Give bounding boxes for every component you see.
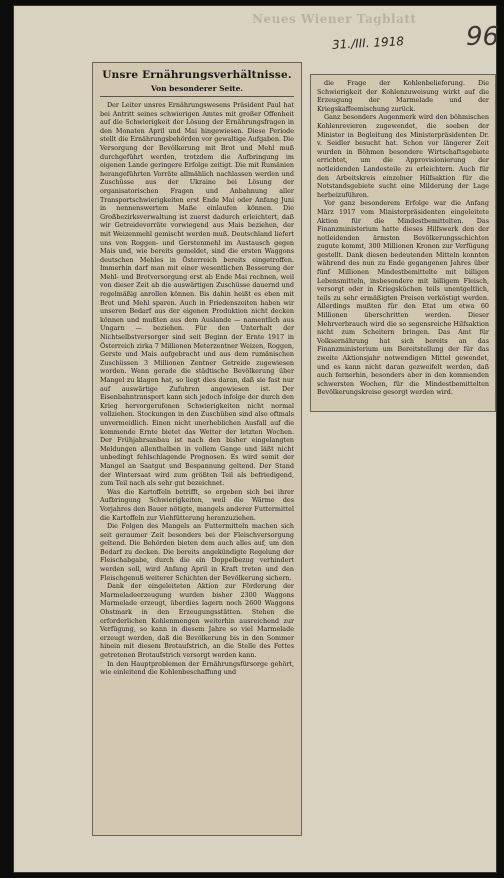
- article-paragraph: Der Leiter unsres Ernährungswesens Präsident Paul hat bei Antritt seines schwierigen Amtes mit großer Offenheit auf die Schwierigkeit der Lösung der Ernährungsfragen in den Monaten April und Mai hingewiesen. Diese Periode stellt die Ernährungsbehörden vor gewaltige Aufgaben. Die Versorgung der Bevölkerung mit Brot und Mehl muß durchgeführt werden, trotzdem die Aufbringung im eigenen Lande geringere Erfolge zeitigt. Die mit Rumänien herangeführten Vorräte allmählich nachlassen werden und Zuschüsse aus der Ukraine bei Lösung der organisatorischen Fragen und Anbahnung aller Transportschwierigkeiten erst Ende Mai oder Anfang Juni in nennenswertem Maße einlaufen können. Die Großbezirksverwaltung ist zuerst dadurch erleichtert, daß wir Getreidevorräte vorwiegend aus Mais beziehen, der mit Weizenmehl gemischt werden muß. Deutschland liefert uns von Roggen- und Gerstenmehl im Austausch gegen Mais und, wie bereits gemeldet, sind die ersten Waggons deutschen Mehles in Österreich bereits eingetroffen. Immerhin darf man mit einer wesentlichen Besserung der Mehl- und Brotversorgung erst ab Ende Mai rechnen, weil von dieser Zeit ab die auswärtigen Zuschüsse dauernd und regelmäßig anrollen können. Bis dahin heißt es eben mit Brot und Mehl sparen. Auch in Friedenszeiten haben wir unseren Bedarf aus der eigenen Produktion nicht decken können und mußten aus dem Auslande — namentlich aus Ungarn — beziehen. Für den Unterhalt der Nichtselbstversorger sind seit Beginn der Ernte 1917 in Österreich zirka 7 Millionen Meterzentner Weizen, Roggen, Gerste und Mais aufgebracht und aus dem rumänischen Zuschüssen 3 Millionen Zentner Getreide zugewiesen worden. Wenn gerade die städtische Bevölkerung über Mangel zu klagen hat, so liegt dies daran, daß sie fast nur auf auswärtige Zufuhren angewiesen ist. Der Eisenbahntransport kann sich jedoch infolge der durch den Krieg hervorgerufenen Schwierigkeiten nicht normal vollziehen. Stockungen in den Zuschüben sind also oftmals unvermeidlich. Einen nicht unerheblichen Ausfall auf die kommende Ernte bietet das Wetter der letzten Wochen. Der Frühjahrsanbau ist nach den bisher eingelangten Meldungen allenthalben in vollem Gange und läßt nicht unbedingt fehlschlagende Prognosen. Es wird somit der Mangel an Saatgut und Bespannung geltend. Der Stand der Wintersaat wird zum größten Teil als befriedigend, zum Teil nach als sehr gut bezeichnet.: [100, 101, 294, 488]
- newspaper-clipping-left-column: [92, 62, 302, 836]
- handwritten-page-number: 96: [466, 22, 500, 52]
- article-headline: Unsre Ernährungsverhältnisse.: [102, 69, 292, 81]
- article-paragraph: Was die Kartoffeln betrifft, so ergeben sich bei ihrer Aufbringung Schwierigkeiten, weil die Wärme des Vorjahres den Bauer nötigte, mangels anderer Futtermittel die Kartoffeln zur Viehfütterung heranzuziehen.: [100, 487, 294, 522]
- article-subhead: Von besonderer Seite.: [100, 84, 294, 97]
- article-paragraph: Die Folgen des Mangels an Futtermitteln machen sich seit geraumer Zeit besonders bei der Fleischversorgung geltend. Die Behörden bieten dem auch alles auf, um den Bedarf zu decken. Die bereits angekündigte Regelung der Fleischabgabe, durch die ein Doppelbezug verhindert werden soll, wird Anfang April in Kraft treten und den Fleischgenuß weiterer Schichten der Bevölkerung sichern.: [100, 522, 294, 582]
- article-paragraph: In den Hauptproblemen der Ernährungsfürsorge gehört, wie einleitend die Kohlenbeschaffung und: [100, 659, 294, 677]
- article-paragraph: Vor ganz besonderem Erfolge war die Anfang März 1917 vom Ministerpräsidenten eingeleitete Aktion für die Mindestbemittelten. Das Finanzministerium hatte dieses Hilfswerk den der notleidenden ärmsten Bevölkerungsschichten zugute kommt, 300 Millionen Kronen zur Verfügung gestellt. Dank diesen bedeutenden Mitteln konnten während des nun zu Ende gegangenen Jahres über fünf Millionen Mindestbemittelte mit billigen Lebensmitteln, insbesondere mit billigem Fleisch, versorgt oder in Kriegsküchen teils unentgeltlich, teils zu sehr ermäßigten Preisen verköstigt werden. Allerdings mußten für den Etat um etwa 60 Millionen überschritten werden. Dieser Mehrverbrauch wird die so segensreiche Hilfsaktion nicht zum Scheitern bringen. Das Amt für Volksernährung hat sich bereits an das Finanzministerium um Bereitstellung der für das zweite Aktionsjahr notwendigen Mittel gewendet, und es kann nicht daran gezweifelt werden, daß auch fernerhin, besonders aber in den kommenden schwersten Wochen, für die Mindestbemittelten Bevölkerungskreise gesorgt werden wird.: [317, 199, 489, 397]
- article-paragraph: die Frage der Kohlenbelieferung. Die Schwierigkeit der Kohlenzuweisung wirkt auf die Erzeugung der Marmelade und der Kriegskaffeemischung zurück.: [317, 79, 489, 113]
- newspaper-clipping-right-column: [310, 74, 496, 412]
- article-paragraph: Ganz besonders Augenmerk wird den böhmischen Kohlenrevieren zugewendet, die soeben der Minister in Begleitung des Ministerpräsidenten Dr. v. Seidler besucht hat. Schon vor längerer Zeit wurden in Böhmen besondere Wirtschaftsgebiete errichtet, um die Approvisionierung der notleidenden Landesteile zu erleichtern. Auch für den Arbeitskreis einzelner Hilfsaktion für die Notstandsgebiete sucht eine Milderung der Lage herbeizuführen.: [317, 113, 489, 199]
- newspaper-masthead: Neues Wiener Tagblatt: [252, 12, 417, 26]
- article-paragraph: Dank der eingeleiteten Aktion zur Förderung der Marmeladeerzeugung wurden bisher 2300 Waggons Marmelade erzeugt, überdies lagern noch 2600 Waggons Obstmark in den Erzeugungsstätten. Stehen die erforderlichen Kohlenmengen weiterhin ausreichend zur Verfügung, so kann in diesem Jahre so viel Marmelade erzeugt werden, daß die Bevölkerung bis in den Sommer hinein mit diesem Brotaufstrich, an die Stelle des Fettes getretenen Brotaufstrich versorgt werden kann.: [100, 582, 294, 659]
- handwritten-date: 31./III. 1918: [331, 34, 405, 52]
